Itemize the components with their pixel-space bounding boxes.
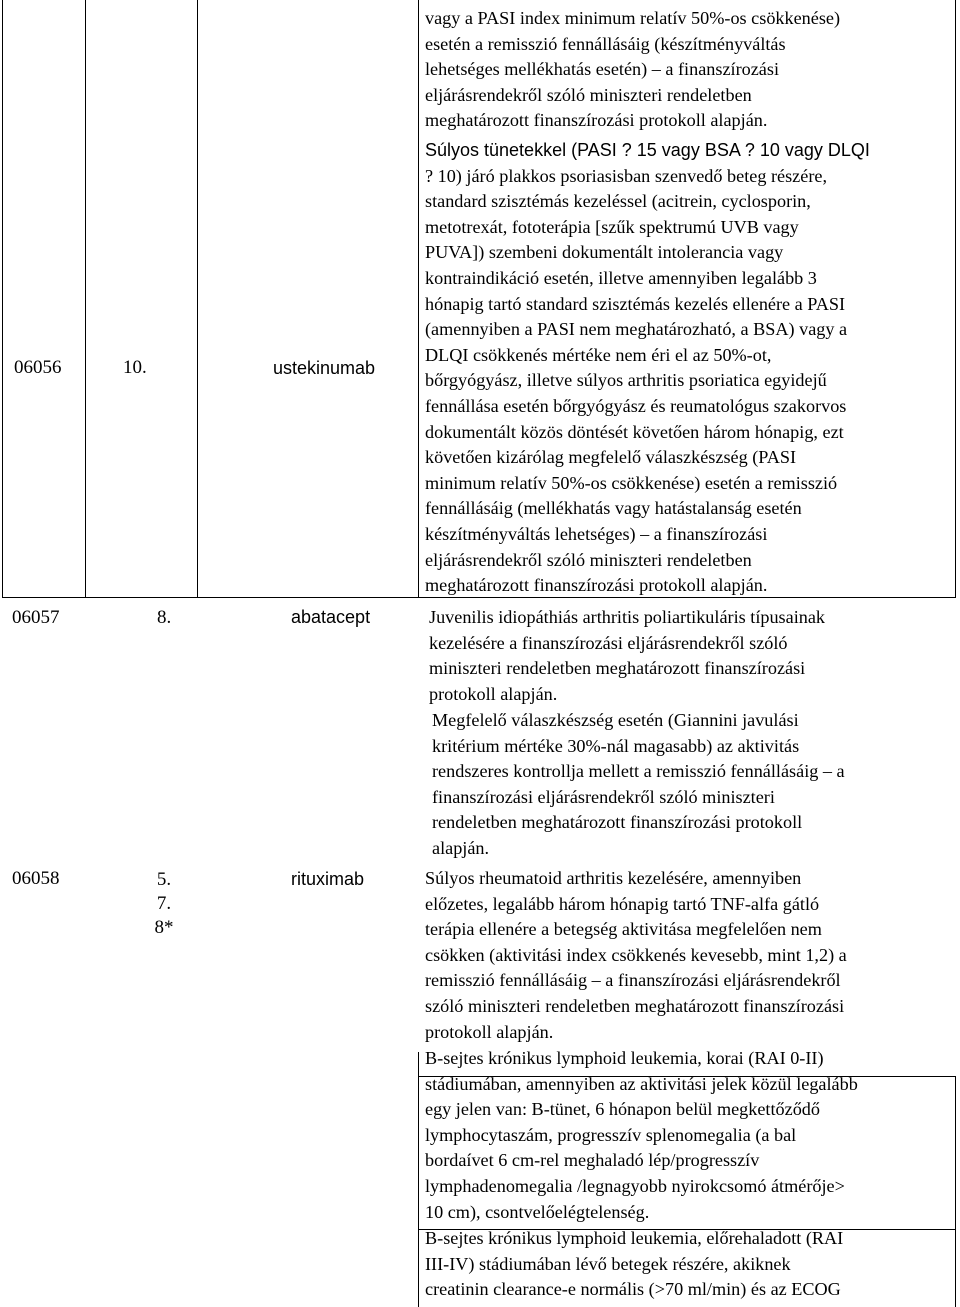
text-line: III-IV) stádiumában lévő betegek részére, akiknek [425, 1253, 791, 1274]
text-line: eljárásrendekről szóló miniszteri rendeletben [425, 84, 752, 105]
row1-text-b [425, 138, 870, 599]
row1-border-col4 [418, 0, 419, 598]
text-line: 10 cm), csontvelőelégtelenség. [425, 1201, 650, 1222]
row-group: 10. [123, 357, 147, 378]
text-line: fennállása esetén bőrgyógyász és reumatológus szakorvos [425, 395, 847, 416]
row-code: 06056 [14, 357, 62, 378]
row-group: 8* [154, 917, 174, 938]
row-drug: rituximab [291, 869, 365, 889]
row3-text-b [425, 1046, 858, 1225]
text-line: alapján. [432, 837, 490, 858]
text-line: lymphadenomegalia /legnagyobb nyirokcsomó átmérője> [425, 1175, 845, 1196]
text-line: esetén a remisszió fennállásáig (készítményváltás [425, 33, 786, 54]
text-line: protokoll alapján. [425, 1021, 554, 1042]
row1-border-right [955, 0, 956, 598]
text-line: bőrgyógyász, illetve súlyos arthritis psoriatica egyidejű [425, 370, 827, 391]
text-line: B-sejtes krónikus lymphoid leukemia, előrehaladott (RAI [425, 1228, 844, 1248]
text-line: creatinin clearance-e normális (>70 ml/min) és az ECOG [425, 1279, 841, 1300]
text-line: egy jelen van: B-tünet, 6 hónapon belül megkettőződő [425, 1099, 820, 1120]
text-line: Megfelelő válaszkészség esetén (Giannini javulási [432, 710, 799, 730]
text-line: vagy a PASI index minimum relatív 50%-os csökkenése) [425, 8, 841, 28]
text-line: Juvenilis idiopáthiás arthritis poliartikuláris típusainak [429, 607, 826, 627]
text-line: (amennyiben a PASI nem meghatározható, a BSA) vagy a [425, 319, 848, 340]
text-line: minimum relatív 50%-os csökkenése) esetén a remisszió [425, 472, 838, 493]
text-line: remisszió fennállásáig – a finanszírozási eljárásrendekről [425, 970, 841, 991]
text-line: PUVA]) szembeni dokumentált intolerancia vagy [425, 242, 784, 263]
row-drug: ustekinumab [273, 358, 376, 378]
row-code: 06057 [12, 607, 60, 628]
row1-border-col2 [85, 0, 86, 598]
row-group: 5. [156, 869, 172, 890]
row-code: 06058 [12, 868, 60, 889]
row-drug: abatacept [291, 607, 371, 627]
text-line: finanszírozási eljárásrendekről szóló miniszteri [432, 786, 775, 807]
text-line: előzetes, legalább három hónapig tartó TNF-alfa gátló [425, 893, 820, 914]
text-line: meghatározott finanszírozási protokoll alapján. [425, 575, 768, 596]
text-line: dokumentált közös döntését követően három hónapig, ezt [425, 421, 844, 442]
text-line: eljárásrendekről szóló miniszteri rendeletben [425, 549, 752, 570]
row3-text-a [425, 866, 847, 1045]
text-line: protokoll alapján. [429, 683, 558, 704]
text-line: Súlyos rheumatoid arthritis kezelésére, amennyiben [425, 868, 802, 888]
text-line: Súlyos tünetekkel (PASI ? 15 vagy BSA ? 10 vagy DLQI [425, 140, 870, 160]
text-line: lehetséges mellékhatás esetén) – a finanszírozási [425, 59, 779, 80]
text-line: meghatározott finanszírozási protokoll alapján. [425, 110, 768, 131]
row3-border-right [955, 1076, 956, 1307]
row-group-list [140, 868, 188, 940]
row1-border-col3 [197, 0, 198, 598]
text-line: kezelésére a finanszírozási eljárásrendekről szóló [429, 632, 788, 653]
text-line: DLQI csökkenés mértéke nem éri el az 50%-ot, [425, 344, 772, 365]
text-line: stádiumában, amennyiben az aktivitási jelek közül legalább [425, 1073, 858, 1094]
row2-text-a [429, 605, 825, 707]
row1-border-left [2, 0, 3, 598]
text-line: hónapig tartó standard szisztémás kezelés ellenére a PASI [425, 293, 846, 314]
text-line: ? 10) járó plakkos psoriasisban szenvedő beteg részére, [425, 165, 827, 186]
row-group: 7. [156, 893, 172, 914]
row3-text-c [425, 1226, 843, 1303]
text-line: csökken (aktivitási index csökkenés kevesebb, mint 1,2) a [425, 944, 847, 965]
text-line: metotrexát, fototerápia [szűk spektrumú UVB vagy [425, 216, 799, 237]
text-line: B-sejtes krónikus lymphoid leukemia, korai (RAI 0-II) [425, 1048, 824, 1068]
text-line: szóló miniszteri rendeletben meghatározott finanszírozási [425, 995, 845, 1016]
text-line: kritérium mértéke 30%-nál magasabb) az aktivitás [432, 735, 800, 756]
text-line: miniszteri rendeletben meghatározott finanszírozási [429, 658, 806, 679]
text-line: fennállásáig (mellékhatás vagy hatástalanság esetén [425, 498, 802, 519]
text-line: terápia ellenére a betegség aktivitása megfelelően nem [425, 919, 822, 940]
text-line: kontraindikáció esetén, illetve amennyiben legalább 3 [425, 267, 817, 288]
text-line: rendeletben meghatározott finanszírozási protokoll [432, 812, 803, 833]
text-line: készítményváltás lehetséges) – a finanszírozási [425, 523, 768, 544]
row3-border-left [418, 1052, 419, 1307]
text-line: lymphocytaszám, progresszív splenomegalia (a bal [425, 1124, 797, 1145]
row2-text-b [432, 708, 845, 862]
row-group: 8. [157, 607, 172, 628]
text-line: standard szisztémás kezeléssel (acitrein, cyclosporin, [425, 191, 811, 212]
text-line: követően kizárólag megfelelő válaszkészség (PASI [425, 447, 797, 468]
text-line: rendszeres kontrollja mellett a remisszió fennállásáig – a [432, 761, 845, 782]
row1-text-a [425, 6, 840, 134]
text-line: bordaívet 6 cm-rel meghaladó lép/progresszív [425, 1150, 760, 1171]
